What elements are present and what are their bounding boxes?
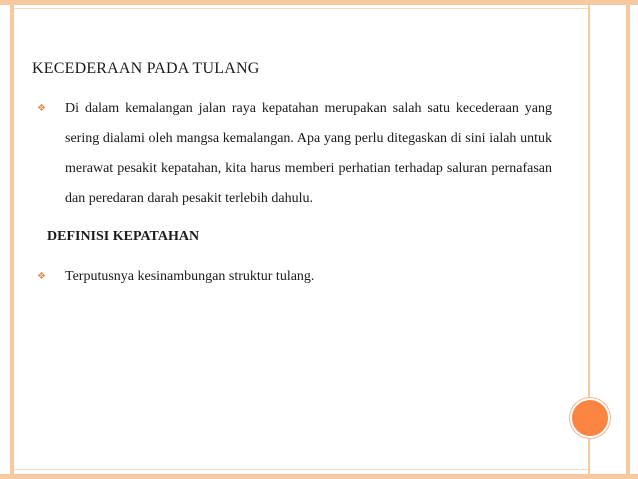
frame-left-border [10,0,14,479]
section-heading: DEFINISI KEPATAHAN [47,229,200,244]
intro-bullet-list [32,94,552,214]
slide-content [32,60,552,292]
decorative-circle-icon [570,398,610,438]
list-item [32,262,552,292]
bullet-text: Di dalam kemalangan jalan raya kepatahan merupakan salah satu kecederaan yang sering dialami oleh mangsa kemalangan. Apa yang perlu ditegaskan di sini ialah untuk merawat pesakit kepatahan, kita harus memberi perhatian terhadap saluran pernafasan dan peredaran darah pesakit terlebih dahulu. [65,101,552,206]
frame-right-border-outer [626,0,630,479]
bullet-text: Terputusnya kesinambungan struktur tulang. [65,269,315,284]
slide-title: KECEDERAAN PADA TULANG [32,60,260,77]
frame-bottom-border [0,474,638,479]
diamond-bullet-icon: ❖ [37,103,46,114]
definition-bullet-list [32,262,552,292]
frame-inner-bottom-line [14,469,588,470]
frame-inner-top-line [14,8,588,9]
diamond-bullet-icon: ❖ [37,271,46,282]
list-item [32,94,552,214]
frame-top-border [0,0,638,5]
